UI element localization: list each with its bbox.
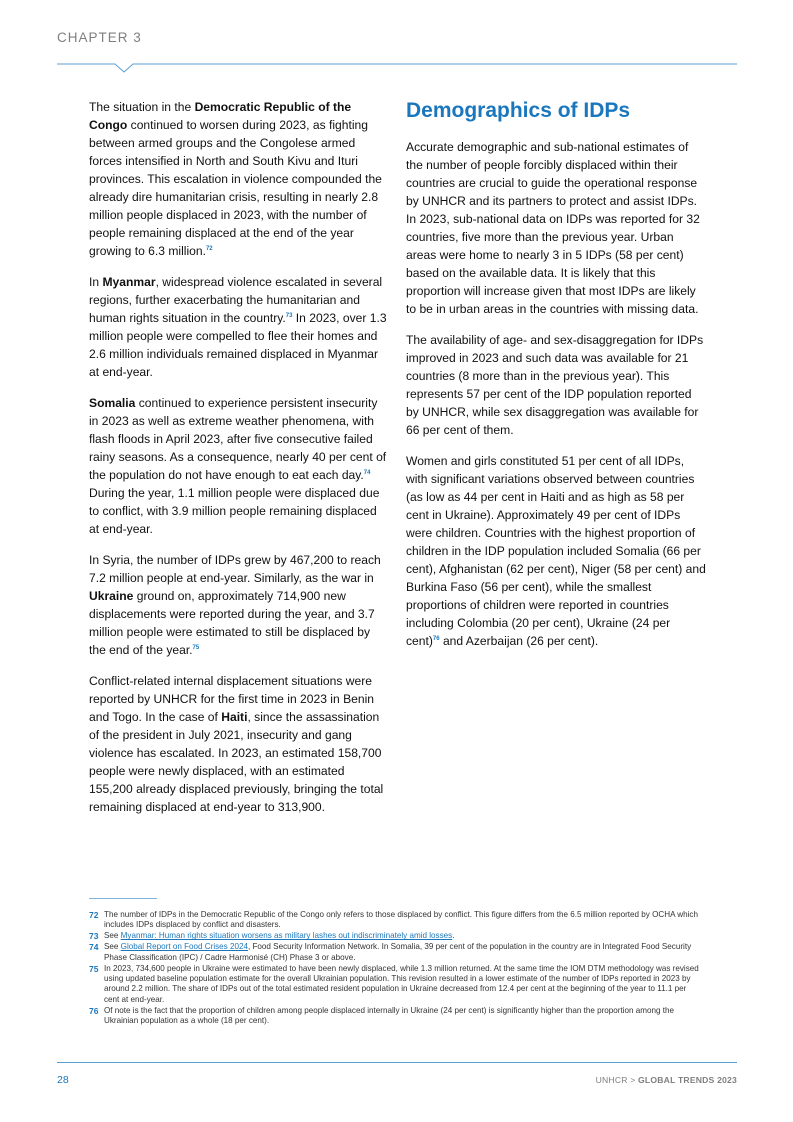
- footnote-number: 72: [89, 910, 99, 920]
- footnote-ref-72[interactable]: 72: [205, 245, 213, 252]
- paragraph-subnational: Accurate demographic and sub-national estimates of the number of people forcibly displaced within their countries are crucial to guide the operational response by UNHCR and its partners to protect and assist IDPs. In 2023, sub-national data on IDPs was reported for 32 countries, five more than the previous year. Urban areas were home to nearly 3 in 5 IDPs (58 per cent) based on the available data. It is likely that this proportion will increase given that most IDPs are likely to be in urban areas in the countries with missing data.: [406, 140, 700, 316]
- paragraph-syria-ukraine: In Syria, the number of IDPs grew by 467,200 to reach 7.2 million people at end-year. Similarly, as the war in Ukraine ground on, approximately 714,900 new displacements were reported during the year, and 3.7 million people were estimated to still be displaced by the end of the year.$^{75}$: [89, 553, 381, 657]
- footnote-ref-73[interactable]: 73: [285, 312, 293, 319]
- footnote-76: [89, 1006, 701, 1027]
- chapter-label: CHAPTER 3: [57, 30, 142, 45]
- footnotes: [89, 910, 701, 1027]
- footnote-ref-75[interactable]: 75: [192, 644, 200, 651]
- footnote-number: 76: [89, 1005, 99, 1016]
- footnote-text: See Myanmar: Human rights situation worsens as military lashes out indiscriminately amid losses.: [104, 931, 455, 941]
- country-myanmar: Myanmar: [102, 275, 156, 289]
- right-column: [406, 98, 706, 663]
- footnote-ref-76[interactable]: 76: [432, 635, 440, 642]
- country-somalia: Somalia: [89, 396, 136, 410]
- food-crises-report-link[interactable]: Global Report on Food Crises 2024: [120, 942, 248, 952]
- footnote-75: [89, 964, 701, 1006]
- paragraph-women-children: Women and girls constituted 51 per cent of all IDPs, with significant variations observed between countries (as low as 44 per cent in Haiti and as high as 58 per cent in Ukraine). Approximately 49 per cent of IDPs were children. Countries with the highest proportion of children in the IDP population included Somalia (66 per cent), Afghanistan (62 per cent), Niger (58 per cent) and Burkina Faso (56 per cent), while the smallest proportions of children were reported in countries including Colombia (20 per cent), Ukraine (24 per cent)$^{76}$ and Azerbaijan (26 per cent).: [406, 454, 706, 648]
- footnote-text: The number of IDPs in the Democratic Republic of the Congo only refers to those displaced by conflict. This figure differs from the 6.5 million reported by OCHA which includes IDPs displaced by conflict and disasters.: [104, 910, 698, 930]
- paragraph-somalia: Somalia continued to experience persistent insecurity in 2023 as well as extreme weather phenomena, with flash floods in April 2023, after five consecutive failed rainy seasons. As a consequence, nearly 40 per cent of the population do not have enough to eat each day.$^{74}$ During the year, 1.1 million people were displaced due to conflict, with 3.9 million people remaining displaced at end-year.: [89, 396, 387, 536]
- footnote-number: 75: [89, 963, 99, 974]
- footnote-72: [89, 910, 701, 931]
- footnote-number: 74: [89, 942, 99, 953]
- footnote-number: 73: [89, 931, 99, 942]
- footnote-ref-74[interactable]: 74: [363, 469, 371, 476]
- country-drc: Democratic Republic of the Congo: [89, 100, 352, 132]
- paragraph-drc: The situation in the Democratic Republic of the Congo continued to worsen during 2023, as fighting between armed groups and the Congolese armed forces intensified in North and South Kivu and Ituri provinces. This escalation in violence compounded the already dire humanitarian crisis, resulting in nearly 2.8 million people displaced in 2023, with the number of people remaining displaced at the end of the year growing to 6.3 million.$^{72}$: [89, 100, 382, 258]
- country-haiti: Haiti: [221, 710, 248, 724]
- paragraph-myanmar: In Myanmar, widespread violence escalated in several regions, further exacerbating the humanitarian and human rights situation in the country.$^{73}$ In 2023, over 1.3 million people were compelled to flee their homes and 2.6 million individuals remained displaced in Myanmar at end-year.: [89, 275, 387, 379]
- footnote-text: See Global Report on Food Crises 2024, Food Security Information Network. In Somalia, 39 per cent of the population in the country are in Integrated Food Security Phase Classification (IPC) / Cadre Harmonisé (CH) Phase 3 or above.: [104, 942, 692, 962]
- header-rule: [57, 57, 737, 77]
- publication-title: UNHCR > GLOBAL TRENDS 2023: [595, 1075, 737, 1085]
- page-number: 28: [57, 1074, 69, 1086]
- left-column: [89, 98, 389, 829]
- footnote-text: In 2023, 734,600 people in Ukraine were estimated to have been newly displaced, while 1.3 million returned. At the same time the IOM DTM methodology was revised using updated baseline population estimate for the overall Ukrainian population. This revision resulted in a lower estimate of the number of IDPs reported in 2023 by around 2.2 million. The share of IDPs out of the total estimated resident population in Ukraine decreased from 12.4 per cent at the beginning of the year to 11.1 per cent at end-year.: [104, 963, 699, 1004]
- myanmar-report-link[interactable]: Myanmar: Human rights situation worsens as military lashes out indiscriminately amid losses: [120, 931, 453, 941]
- paragraph-disaggregation: The availability of age- and sex-disaggregation for IDPs improved in 2023 and such data was available for 21 countries (8 more than in the previous year). This represents 57 per cent of the IDP population reported by UNHCR, while sex disaggregation was available for 66 per cent of them.: [406, 333, 704, 437]
- footnote-73: [89, 931, 701, 941]
- country-ukraine: Ukraine: [89, 589, 134, 603]
- footer-rule: [57, 1062, 737, 1063]
- section-heading: Demographics of IDPs: [406, 99, 631, 122]
- footnote-74: [89, 942, 701, 963]
- footnote-text: Of note is the fact that the proportion of children among people displaced internally in Ukraine (24 per cent) is significantly higher than the proportion among the Ukrainian population as a whole (18 per cent).: [104, 1005, 675, 1026]
- paragraph-haiti: Conflict-related internal displacement situations were reported by UNHCR for the first time in 2023 in Benin and Togo. In the case of Haiti, since the assassination of the president in July 2021, insecurity and gang violence has escalated. In 2023, an estimated 158,700 people were newly displaced, with an estimated 155,200 already displaced previously, bringing the total remaining displaced at end-year to 313,900.: [89, 674, 384, 814]
- footnote-divider: [89, 898, 157, 899]
